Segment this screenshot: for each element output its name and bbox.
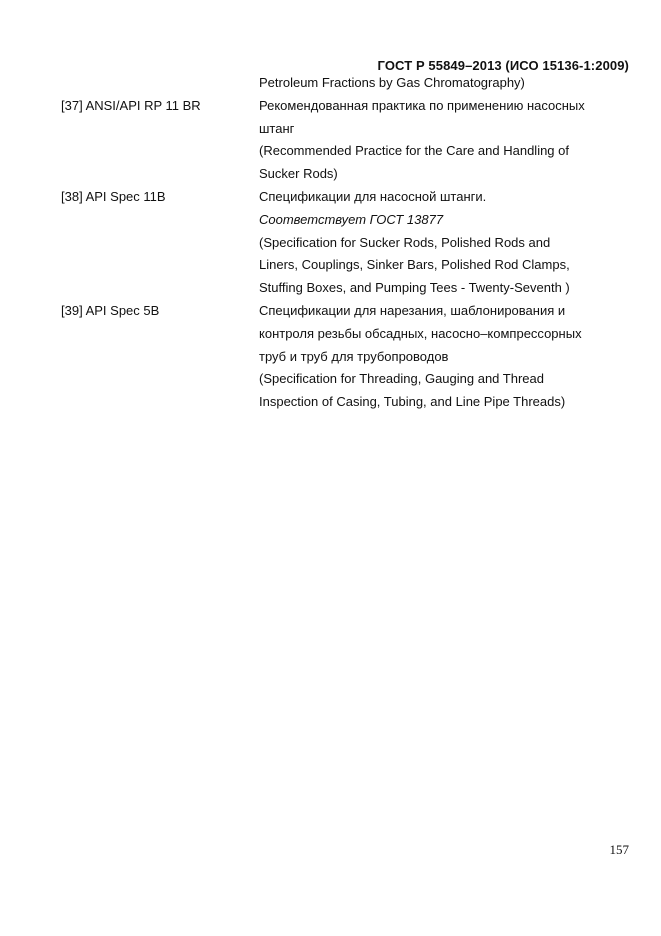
reference-description <box>259 72 621 95</box>
reference-description <box>259 95 621 186</box>
reference-id-empty <box>61 72 259 95</box>
reference-description <box>259 300 621 414</box>
description-line: контроля резьбы обсадных, насосно–компрессорных <box>259 325 582 341</box>
description-line-italic: Соответствует ГОСТ 13877 <box>259 211 444 227</box>
reference-id: [39] API Spec 5B <box>61 302 160 318</box>
reference-id: [37] ANSI/API RP 11 BR <box>61 97 201 113</box>
reference-id: [38] API Spec 11B <box>61 188 166 204</box>
description-line: Спецификации для нарезания, шаблонирования и <box>259 302 566 318</box>
reference-item-39 <box>61 300 621 414</box>
reference-item-38 <box>61 186 621 300</box>
description-line: (Specification for Threading, Gauging and Thread <box>259 371 544 387</box>
document-header: ГОСТ Р 55849–2013 (ИСО 15136-1:2009) <box>377 58 629 73</box>
description-line: Sucker Rods) <box>259 166 338 182</box>
page-number: 157 <box>609 842 629 857</box>
description-line: Inspection of Casing, Tubing, and Line Pipe Threads) <box>259 394 566 410</box>
description-line: труб и труб для трубопроводов <box>259 348 449 364</box>
description-line: Petroleum Fractions by Gas Chromatography) <box>259 75 525 90</box>
description-line: Рекомендованная практика по применению насосных <box>259 97 585 113</box>
description-line: (Recommended Practice for the Care and Handling of <box>259 143 569 159</box>
reference-item-37 <box>61 95 621 186</box>
description-line: (Specification for Sucker Rods, Polished Rods and <box>259 234 551 250</box>
references-list <box>61 72 621 414</box>
reference-description <box>259 186 621 300</box>
reference-continuation <box>61 72 621 95</box>
description-line: Stuffing Boxes, and Pumping Tees - Twenty-Seventh ) <box>259 280 570 296</box>
description-line: Спецификации для насосной штанги. <box>259 188 487 204</box>
description-line: Liners, Couplings, Sinker Bars, Polished Rod Clamps, <box>259 257 570 273</box>
description-line: штанг <box>259 120 295 136</box>
